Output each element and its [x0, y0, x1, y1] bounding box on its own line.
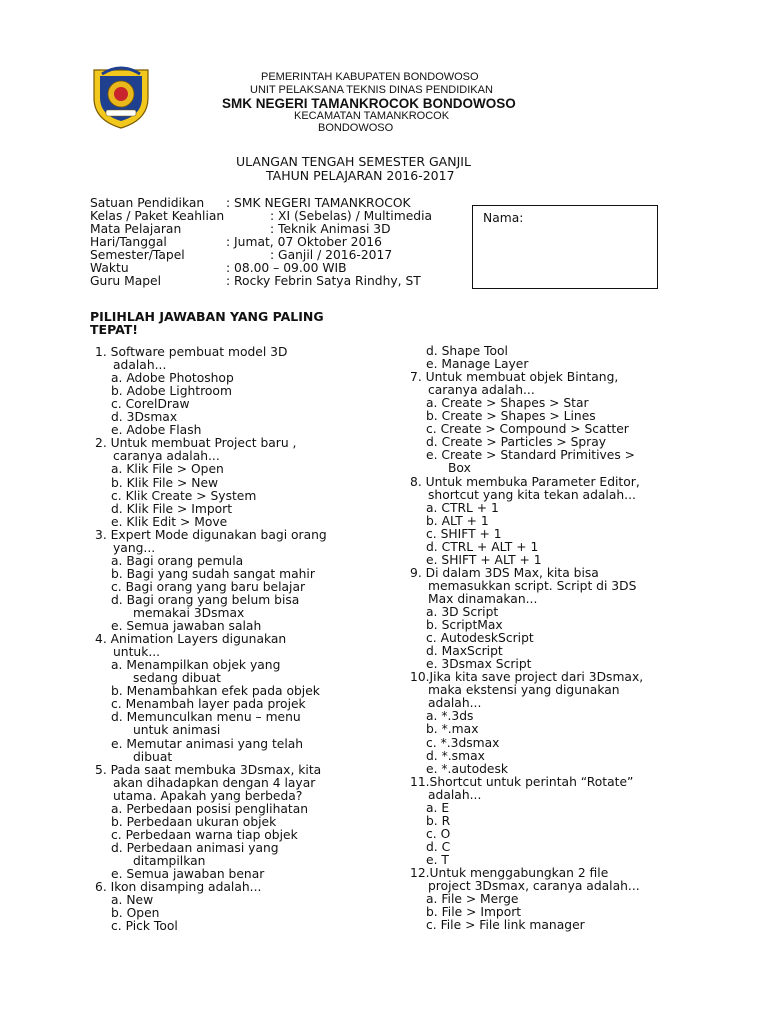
question-text: 4. Animation Layers digunakan [95, 632, 287, 647]
question-text-continued: sedang dibuat [133, 671, 221, 686]
exam-title: ULANGAN TENGAH SEMESTER GANJIL [236, 154, 471, 169]
answer-option: d. CTRL + ALT + 1 [426, 539, 539, 554]
answer-option: c. Perbedaan warna tiap objek [111, 827, 298, 842]
question-text: 5. Pada saat membuka 3Dsmax, kita [95, 762, 322, 777]
answer-option: b. Menambahkan efek pada objek [111, 684, 320, 699]
answer-option: e. Semua jawaban salah [111, 619, 262, 634]
info-value: : XI (Sebelas) / Multimedia [270, 209, 433, 223]
answer-option: e. Manage Layer [426, 357, 529, 372]
answer-option: e. Memutar animasi yang telah [111, 736, 304, 751]
answer-option: b. File > Import [426, 905, 522, 920]
info-value: : Rocky Febrin Satya Rindhy, ST [226, 274, 421, 288]
answer-option: b. Perbedaan ukuran objek [111, 814, 277, 829]
answer-option: c. O [426, 826, 451, 841]
answer-option: d. Klik File > Import [111, 501, 233, 516]
info-value: : Jumat, 07 Oktober 2016 [226, 235, 382, 249]
question-text-continued: ditampilkan [133, 853, 206, 868]
answer-option: a. Bagi orang pemula [111, 553, 244, 568]
answer-option: e. SHIFT + ALT + 1 [426, 552, 542, 567]
question-text: 7. Untuk membuat objek Bintang, [410, 370, 619, 385]
answer-option: c. *.3dsmax [426, 735, 500, 750]
answer-option: e. Adobe Flash [111, 423, 202, 438]
question-text-continued: adalah... [428, 787, 482, 802]
answer-option: b. ALT + 1 [426, 513, 489, 528]
question-text-continued: project 3Dsmax, caranya adalah... [428, 879, 640, 894]
question-text: 3. Expert Mode digunakan bagi orang [95, 527, 327, 542]
question-text-continued: Box [448, 461, 471, 476]
answer-option: a. Create > Shapes > Star [426, 396, 589, 411]
exam-year: TAHUN PELAJARAN 2016-2017 [266, 168, 455, 183]
instruction-line-2: TEPAT! [90, 322, 139, 337]
header-school-name: SMK NEGERI TAMANKROCOK BONDOWOSO [222, 96, 516, 111]
answer-option: e. Semua jawaban benar [111, 867, 265, 881]
answer-option: d. *.smax [426, 748, 485, 763]
answer-option: a. Klik File > Open [111, 462, 224, 477]
info-label: Semester/Tapel [90, 248, 185, 262]
answer-option: e. T [426, 852, 449, 867]
name-box[interactable] [472, 205, 658, 289]
info-label: Satuan Pendidikan [90, 196, 205, 210]
answer-option: c. File > File link manager [426, 918, 585, 933]
question-text: 10.Jika kita save project dari 3Dsmax, [410, 670, 644, 685]
answer-option: a. Adobe Photoshop [111, 371, 234, 386]
answer-option: a. Perbedaan posisi penglihatan [111, 801, 309, 816]
info-value: : 08.00 – 09.00 WIB [226, 261, 347, 275]
question-text: 1. Software pembuat model 3D [95, 345, 288, 359]
answer-option: e. *.autodesk [426, 761, 509, 776]
header-line-4: KECAMATAN TAMANKROCOK [294, 110, 450, 122]
info-label: Kelas / Paket Keahlian [90, 209, 225, 223]
question-text: 8. Untuk membuka Parameter Editor, [410, 474, 640, 489]
answer-option: e. 3Dsmax Script [426, 657, 532, 672]
answer-option: b. R [426, 813, 451, 828]
answer-option: d. C [426, 839, 451, 854]
answer-option: c. SHIFT + 1 [426, 526, 502, 541]
header-line-5: BONDOWOSO [318, 122, 394, 134]
answer-option: a. File > Merge [426, 892, 519, 907]
answer-option: a. *.3ds [426, 709, 474, 724]
answer-option: c. Klik Create > System [111, 488, 257, 503]
question-text-continued: memasukkan script. Script di 3DS [428, 578, 637, 593]
question-text-continued: yang... [113, 540, 156, 555]
answer-option: a. Menampilkan objek yang [111, 658, 281, 673]
answer-option: a. CTRL + 1 [426, 500, 499, 515]
info-value: : Ganjil / 2016-2017 [270, 248, 393, 262]
name-label: Nama: [483, 211, 524, 225]
question-text-continued: shortcut yang kita tekan adalah... [428, 487, 636, 502]
header-line-1: PEMERINTAH KABUPATEN BONDOWOSO [261, 71, 479, 83]
question-text: 9. Di dalam 3DS Max, kita bisa [410, 565, 599, 580]
answer-option: b. Open [111, 906, 160, 921]
answer-option: b. Adobe Lightroom [111, 384, 232, 399]
answer-option: c. AutodeskScript [426, 631, 534, 646]
info-value: : SMK NEGERI TAMANKROCOK [226, 196, 411, 210]
answer-option: c. Create > Compound > Scatter [426, 422, 629, 437]
question-text-continued: untuk animasi [133, 723, 221, 738]
answer-option: d. Shape Tool [426, 344, 508, 358]
answer-option: b. *.max [426, 722, 479, 737]
question-text-continued: Max dinamakan... [428, 591, 538, 606]
question-text-continued: dibuat [133, 749, 173, 764]
question-text: 11.Shortcut untuk perintah “Rotate” [410, 774, 634, 789]
answer-option: d. 3Dsmax [111, 410, 178, 425]
answer-option: a. New [111, 893, 154, 908]
question-text-continued: akan dihadapkan dengan 4 layar [113, 775, 316, 790]
answer-option: e. Klik Edit > Move [111, 514, 228, 529]
answer-option: e. Create > Standard Primitives > [426, 448, 635, 463]
answer-option: c. Bagi orang yang baru belajar [111, 579, 306, 594]
answer-option: a. E [426, 800, 450, 815]
info-label: Waktu [90, 261, 129, 275]
question-text: 2. Untuk membuat Project baru , [95, 436, 297, 451]
answer-option: c. Pick Tool [111, 919, 178, 934]
answer-option: b. ScriptMax [426, 618, 503, 633]
question-text: 6. Ikon disamping adalah... [95, 880, 262, 895]
answer-option: a. 3D Script [426, 605, 499, 619]
question-text-continued: caranya adalah... [113, 449, 220, 464]
answer-option: b. Klik File > New [111, 475, 219, 490]
answer-option: d. Memunculkan menu – menu [111, 710, 301, 725]
header-line-2: UNIT PELAKSANA TEKNIS DINAS PENDIDIKAN [250, 84, 493, 96]
info-label: Mata Pelajaran [90, 222, 182, 236]
answer-option: d. Perbedaan animasi yang [111, 840, 279, 855]
question-text-continued: caranya adalah... [428, 383, 535, 398]
answer-option: d. Create > Particles > Spray [426, 435, 607, 450]
answer-option: c. CorelDraw [111, 397, 190, 412]
info-label: Hari/Tanggal [90, 235, 167, 249]
question-text-continued: maka ekstensi yang digunakan [428, 683, 620, 698]
question-text-continued: adalah... [428, 696, 482, 711]
question-text-continued: adalah... [113, 358, 167, 373]
answer-option: d. Bagi orang yang belum bisa [111, 592, 300, 607]
question-text-continued: untuk... [113, 645, 161, 660]
info-label: Guru Mapel [90, 274, 162, 288]
question-text-continued: utama. Apakah yang berbeda? [113, 788, 303, 803]
info-value: : Teknik Animasi 3D [270, 222, 391, 236]
question-text-continued: memakai 3Dsmax [133, 606, 245, 620]
answer-option: c. Menambah layer pada projek [111, 697, 306, 712]
answer-option: b. Create > Shapes > Lines [426, 409, 596, 424]
instruction-line-1: PILIHLAH JAWABAN YANG PALING [90, 309, 324, 324]
answer-option: b. Bagi yang sudah sangat mahir [111, 566, 315, 581]
question-text: 12.Untuk menggabungkan 2 file [410, 866, 609, 880]
school-logo [90, 64, 152, 130]
answer-option: d. MaxScript [426, 644, 503, 659]
